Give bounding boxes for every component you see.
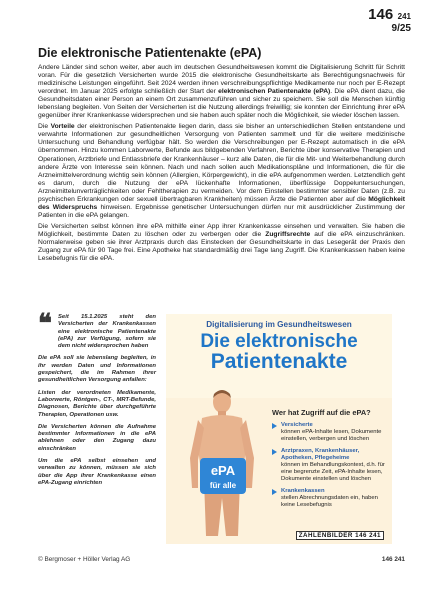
access-item-text: stellen Abrechnungsdaten ein, haben keine Lesebefugnis <box>281 495 378 508</box>
footer-number: 146 241 <box>381 556 405 563</box>
logo-number: 146 241 <box>355 532 381 539</box>
paragraph-1 <box>38 64 405 120</box>
access-list <box>272 422 388 514</box>
p2-a: Die <box>38 123 51 131</box>
issue-date: 9/25 <box>391 23 411 34</box>
page-title: Die elektronische Patientenakte (ePA) <box>38 46 262 60</box>
paragraph-2 <box>38 123 405 220</box>
poster-title-line2: Patientenakte <box>210 350 348 373</box>
sidebar-note-5: Um die ePA selbst einsehen und verwalten zu können, müssen sie sich über die App ihrer Krankenkasse einen ePA-Zugang einrichten <box>38 458 156 486</box>
access-item-head: Arztpraxen, Krankenhäuser, Apotheken, Pflegeheime <box>281 448 360 461</box>
access-item-head: Versicherte <box>281 422 313 428</box>
p3-a: Die Versicherten selbst können ihre ePA mithilfe einer App ihrer Krankenkasse einsehen und verwalten. Sie haben die Möglichkeit, bestimmte Daten zu löschen oder zu verbergen oder die <box>38 222 405 238</box>
page-number-sub: 241 <box>397 12 411 21</box>
p2-bold-1: Vorteile <box>50 123 75 131</box>
access-question: Wer hat Zugriff auf die ePA? <box>272 408 371 417</box>
access-item-insured <box>272 422 388 443</box>
epa-card-sublabel: für alle <box>209 481 237 490</box>
access-item-head: Krankenkassen <box>281 488 325 494</box>
access-item-insurers <box>272 488 388 509</box>
publisher-credit: © Bergmoser + Höller Verlag AG <box>38 556 131 563</box>
poster <box>166 314 392 544</box>
access-item-providers <box>272 448 388 483</box>
infographic <box>38 308 392 552</box>
article-body <box>38 64 405 266</box>
page-number <box>368 6 411 34</box>
sidebar-note-3: Listen der verordneten Medikamente, Laborwerte, Röntgen-, CT-, MRT-Befunde, Diagnosen, Berichte über durchgeführte Therapien, Operationen usw. <box>38 389 156 418</box>
arrow-right-icon <box>272 423 277 429</box>
sidebar-note-4: Die Versicherten können die Aufnahme bestimmter Informationen in die ePA ablehnen oder den Zugang dazu einschränken <box>38 423 156 452</box>
p2-bold-2: Möglichkeit des Widerspruchs <box>38 195 405 211</box>
arrow-right-icon <box>272 489 277 495</box>
p3-bold: Zugriffsrechte <box>265 230 311 238</box>
p2-c: hinweisen. Ergebnisse genetischer Untersuchungen dürfen nur mit ausdrücklicher Zustimmung der Patienten in die ePA gelangen. <box>38 203 405 219</box>
person-illustration <box>184 388 260 538</box>
p1-bold: elektronischen Patientenakte (ePA) <box>218 88 331 96</box>
arrow-right-icon <box>272 449 277 455</box>
poster-subtitle: Digitalisierung im Gesundheitswesen <box>206 320 352 329</box>
logo-text: ZAHLENBILDER <box>298 532 353 539</box>
zahlenbilder-logo <box>296 531 384 540</box>
access-item-text: können ePA-Inhalte lesen, Dokumente einstellen, verbergen und löschen <box>281 429 382 442</box>
p1-b: . Die ePA dient dazu, die Gesundheitsdaten einer Person an einem Ort zusammenzuführen und sicher zu speichern. Sie soll die Menschen künftig lebenslang begleiten. Von Seiten der Versicherten ist die Nutzung allerdings freiwillig; sie konnten der Einrichtung ihrer ePA gegenüber ihrer Krankenkasse widersprechen und sie haben auch später noch die Möglichkeit, sie wieder löschen lassen. <box>38 88 406 120</box>
poster-title <box>166 332 392 372</box>
page-number-main: 146 <box>368 6 394 23</box>
epa-card-label: ePA <box>210 463 236 478</box>
quote-icon: ❝ <box>38 308 52 338</box>
p2-b: der elektronischen Patientenakte liegen darin, dass sie bisher an unterschiedlichen Stellen entstandene und verwahrte Informationen zur gesundheitlichen Versorgung von Patienten sammelt und für die weitere medizinische Untersuchung und Behandlung verfügbar hält. So werden die Verschreibungen per E-Rezept automatisch in die ePA übernommen. Hinzu kommen Laborwerte, Befunde aus bildgebenden Verfahren, Berichte über konservative Therapien und Operationen, Arztbriefe und Entlassbriefe der Krankenhäuser – kurz alle Daten, die für die Mit- und Weiterbehandlung durch andere Ärzte von Interesse sein können. Nach und nach sollen auch Medikationspläne und Informationen, die für die Arzneimittelverordnung wichtig sein können (Allergien, Körpergewicht), in die ePA aufgenommen werden. Letztendlich geht es darum, durch die Nutzung der ePA lückenhafte Informationen, überflüssige Doppeluntersuchungen, Arzneimittelunverträglichkeiten oder Fehltherapien zu vermeiden. Vor dem Einstellen bestimmter sensibler Daten (z.B. zu psychischen Erkrankungen oder sexuell übertragbaren Krankheiten) müssen Ärzte die Patienten aber auf die <box>38 123 405 203</box>
sidebar-note-1: Seit 15.1.2025 steht den Versicherten der Krankenkassen eine elektronische Patientenakte (ePA) zur Verfügung, sofern sie dem nicht widersprochen haben <box>58 314 156 350</box>
sidebar-notes <box>38 308 156 552</box>
paragraph-3 <box>38 223 405 263</box>
access-item-text: können im Behandlungskontext, d.h. für eine begrenzte Zeit, ePA-Inhalte lesen, Dokumente einstellen und löschen <box>281 462 385 482</box>
sidebar-note-2: Die ePA soll sie lebenslang begleiten, in ihr werden Daten und Informationen gespeichert, die im Rahmen ihrer gesundheitlichen Versorgung anfallen: <box>38 355 156 384</box>
p1-a: Andere Länder sind schon weiter, aber auch im deutschen Gesundheitswesen kommt die Digitalisierung Schritt für Schritt voran. Für die gesetzlich Versicherten wurde 2015 die elektronische Gesundheitskarte als Berechtigungsnachweis für medizinische Leistungen eingeführt. Seit 2024 werden ihnen verschreibungspflichtige Medikamente nur noch per E-Rezept verordnet. Im Januar 2025 erfolgte schließlich der Start der <box>38 64 405 96</box>
p3-b: auf die ePA einzuschränken. Normalerweise geben sie ihrer Arztpraxis durch das Einstecken der Gesundheitskarte in das Lesegerät der Praxis den Zugang zur ePA für 90 Tage frei. Eine Apotheke hat standardmäßig drei Tage lang Zugriff. Die Krankenkassen haben keine Lesebefugnis für die ePA. <box>38 230 405 263</box>
poster-title-line1: Die elektronische <box>200 331 358 352</box>
